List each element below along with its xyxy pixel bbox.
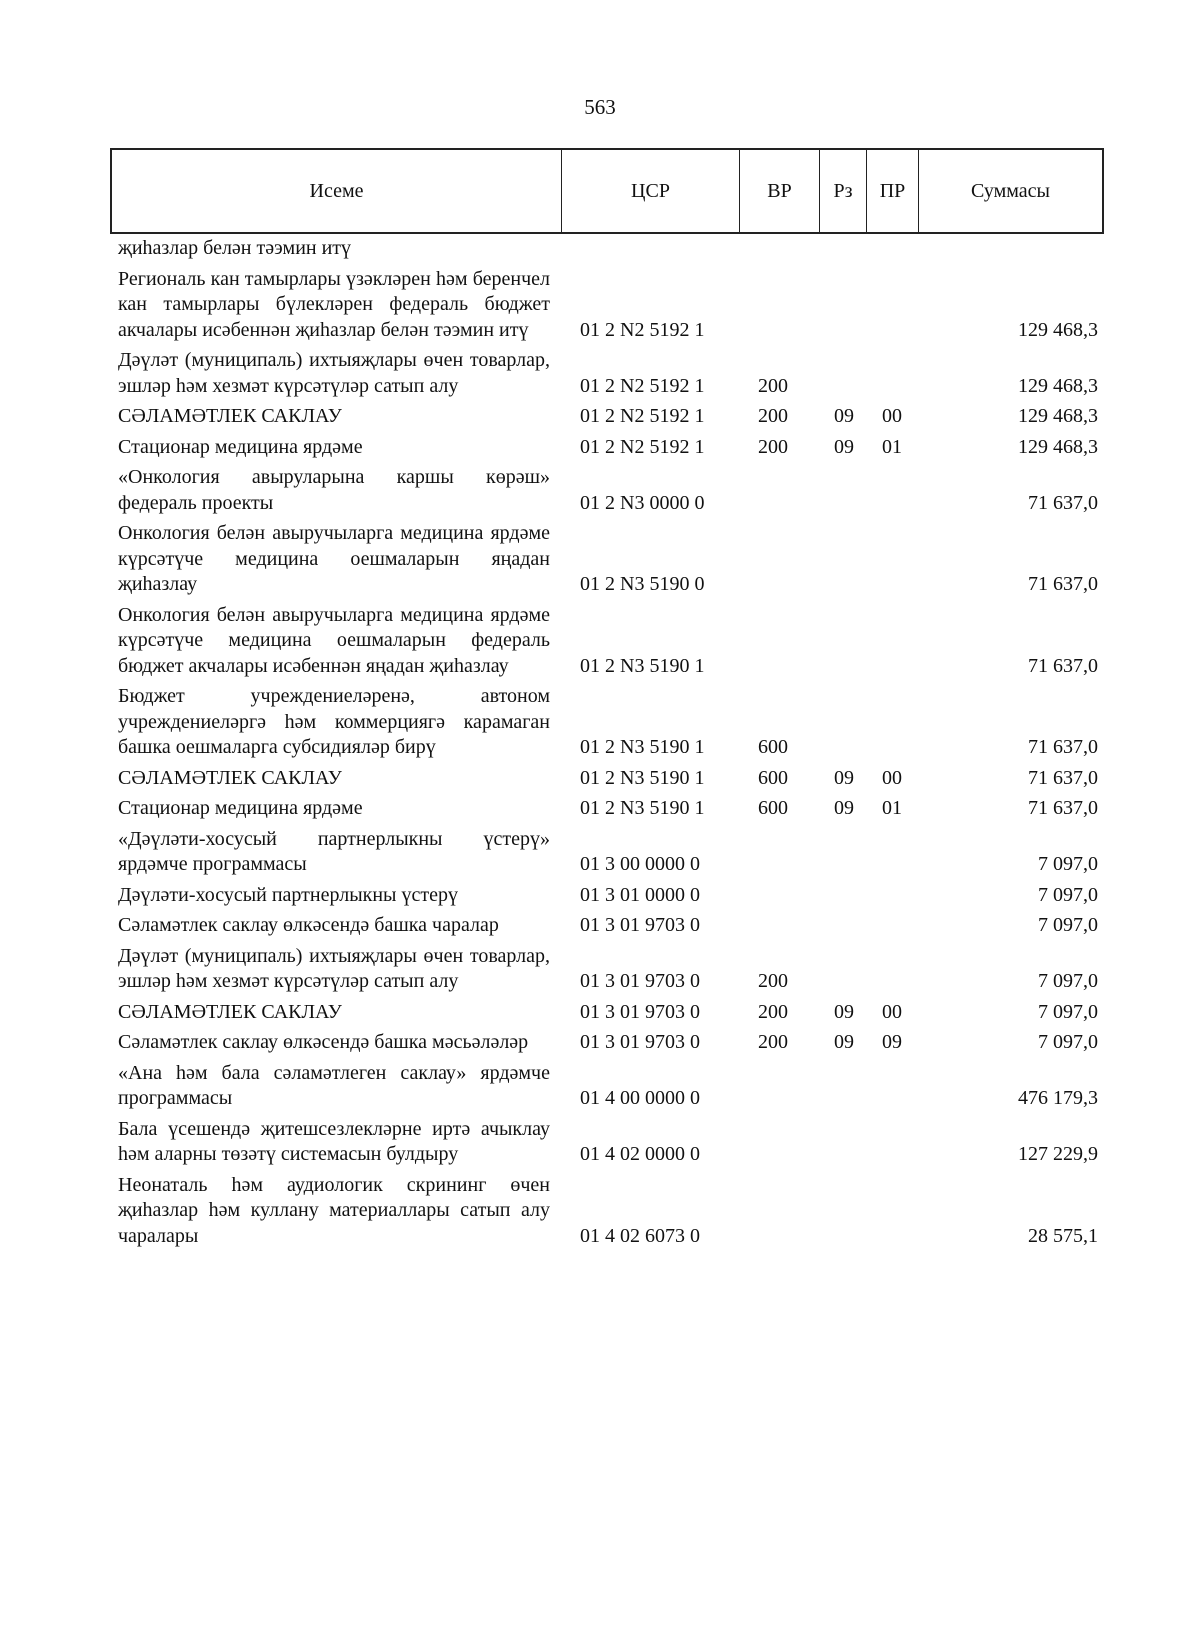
table-row <box>118 603 1098 680</box>
cell-sum: 129 468,3 <box>1018 405 1098 427</box>
table-row <box>118 1117 1098 1168</box>
cell-csr: 01 2 N2 5192 1 <box>580 405 705 427</box>
cell-pr: 01 <box>882 797 902 819</box>
cell-csr: 01 2 N3 5190 1 <box>580 736 705 758</box>
cell-csr: 01 2 N3 5190 1 <box>580 766 705 789</box>
cell-pr: 00 <box>882 405 902 427</box>
table-row <box>118 944 1098 995</box>
table-row <box>118 1030 1098 1056</box>
cell-name: Стационар медицина ярдәме <box>118 797 363 819</box>
cell-name: җиһазлар белән тәэмин итү <box>118 237 352 259</box>
cell-csr: 01 2 N3 5190 0 <box>580 573 705 595</box>
cell-sum: 71 637,0 <box>1028 491 1098 514</box>
cell-name: Стационар медицина ярдәме <box>118 435 363 458</box>
cell-sum: 127 229,9 <box>1018 1143 1098 1165</box>
table-row <box>118 521 1098 598</box>
cell-name: Дәүләт (муниципаль) ихтыяҗлары өчен товарлар, эшләр һәм хезмәт күрсәтүләр сатып алу <box>118 349 550 397</box>
cell-sum: 476 179,3 <box>1018 1087 1098 1109</box>
cell-csr: 01 4 02 6073 0 <box>580 1224 700 1247</box>
table-row <box>118 404 1098 430</box>
cell-rz: 09 <box>834 405 854 427</box>
cell-vr: 600 <box>758 797 788 819</box>
cell-vr: 200 <box>758 970 788 992</box>
cell-csr: 01 3 01 9703 0 <box>580 914 700 936</box>
cell-sum: 7 097,0 <box>1038 1000 1098 1023</box>
cell-name: Онкология белән авыручыларга медицина ярдәме күрсәтүче медицина оешмаларын федераль бюджет акчалары исәбеннән яңадан җиһазлау <box>118 603 550 677</box>
cell-sum: 7 097,0 <box>1038 970 1098 992</box>
header-pr: ПР <box>867 150 919 232</box>
cell-csr: 01 3 00 0000 0 <box>580 853 700 875</box>
cell-csr: 01 3 01 9703 0 <box>580 1000 700 1023</box>
cell-csr: 01 4 02 0000 0 <box>580 1143 700 1165</box>
page-number: 563 <box>584 95 616 119</box>
cell-vr: 600 <box>758 766 788 789</box>
cell-csr: 01 2 N2 5192 1 <box>580 374 705 397</box>
cell-sum: 129 468,3 <box>1018 318 1098 341</box>
cell-rz: 09 <box>834 1031 854 1053</box>
cell-sum: 129 468,3 <box>1018 435 1098 458</box>
cell-sum: 71 637,0 <box>1028 797 1098 819</box>
table-row <box>118 267 1098 344</box>
table-row <box>118 236 1098 262</box>
cell-sum: 7 097,0 <box>1038 914 1098 936</box>
cell-rz: 09 <box>834 797 854 819</box>
cell-name: Бюджет учреждениеләренә, автоном учреждениеләргә һәм коммерциягә карамаган башка оешмаларга субсидияләр бирү <box>118 685 550 758</box>
cell-name: Неонаталь һәм аудиологик скрининг өчен җиһазлар һәм куллану материаллары сатып алу чаралары <box>118 1173 550 1247</box>
cell-name: Дәүләт (муниципаль) ихтыяҗлары өчен товарлар, эшләр һәм хезмәт күрсәтүләр сатып алу <box>118 944 550 992</box>
cell-rz: 09 <box>834 1000 854 1023</box>
cell-name: Сәламәтлек саклау өлкәсендә башка чаралар <box>118 914 499 936</box>
cell-name: Дәүләти-хосусый партнерлыкны үстерү <box>118 883 458 906</box>
table-row <box>118 827 1098 878</box>
cell-csr: 01 2 N3 5190 1 <box>580 654 705 677</box>
cell-pr: 00 <box>882 766 902 789</box>
cell-csr: 01 3 01 0000 0 <box>580 883 700 906</box>
table-body <box>118 236 1098 1254</box>
cell-name: «Ана һәм бала сәламәтлеген саклау» ярдәмче программасы <box>118 1061 550 1109</box>
table-row <box>118 435 1098 461</box>
table-header <box>110 148 1104 234</box>
cell-csr: 01 3 01 9703 0 <box>580 970 700 992</box>
header-name: Исеме <box>112 150 562 232</box>
header-csr: ЦСР <box>562 150 740 232</box>
cell-sum: 7 097,0 <box>1038 1031 1098 1053</box>
table-row <box>118 465 1098 516</box>
header-vr: ВР <box>740 150 820 232</box>
cell-sum: 71 637,0 <box>1028 654 1098 677</box>
table-row <box>118 766 1098 792</box>
cell-name: «Онкология авыруларына каршы көрәш» федераль проекты <box>118 466 550 514</box>
cell-rz: 09 <box>834 766 854 789</box>
table-row <box>118 1173 1098 1250</box>
cell-pr: 09 <box>882 1031 902 1053</box>
cell-csr: 01 2 N3 5190 1 <box>580 797 705 819</box>
table-row <box>118 913 1098 939</box>
cell-sum: 28 575,1 <box>1028 1224 1098 1247</box>
cell-pr: 00 <box>882 1000 902 1023</box>
cell-csr: 01 2 N2 5192 1 <box>580 435 705 458</box>
cell-sum: 129 468,3 <box>1018 374 1098 397</box>
header-rz: Рз <box>820 150 867 232</box>
cell-vr: 600 <box>758 736 788 758</box>
cell-vr: 200 <box>758 1031 788 1053</box>
cell-pr: 01 <box>882 435 902 458</box>
cell-name: «Дәүләти-хосусый партнерлыкны үстерү» ярдәмче программасы <box>118 827 550 875</box>
table-row <box>118 348 1098 399</box>
cell-sum: 71 637,0 <box>1028 766 1098 789</box>
header-sum: Суммасы <box>971 179 1050 202</box>
cell-vr: 200 <box>758 1000 788 1023</box>
table-row <box>118 684 1098 761</box>
cell-name: Бала үсешендә җитешсезлекләрне иртә ачыклау һәм аларны төзәтү системасын булдыру <box>118 1117 550 1165</box>
cell-vr: 200 <box>758 374 788 397</box>
table-row <box>118 1061 1098 1112</box>
cell-name: Региональ кан тамырлары үзәкләрен һәм беренчел кан тамырлары бүлекләрен федераль бюджет акчалары исәбеннән җиһазлар белән тәэмин итү <box>118 267 550 341</box>
cell-csr: 01 3 01 9703 0 <box>580 1031 700 1053</box>
cell-csr: 01 2 N2 5192 1 <box>580 318 705 341</box>
cell-sum: 71 637,0 <box>1028 736 1098 758</box>
cell-vr: 200 <box>758 435 788 458</box>
cell-sum: 7 097,0 <box>1038 853 1098 875</box>
table-row <box>118 796 1098 822</box>
cell-csr: 01 4 00 0000 0 <box>580 1087 700 1109</box>
cell-rz: 09 <box>834 435 854 458</box>
cell-name: СӘЛАМӘТЛЕК САКЛАУ <box>118 1000 342 1023</box>
cell-name: СӘЛАМӘТЛЕК САКЛАУ <box>118 766 342 789</box>
table-row <box>118 1000 1098 1026</box>
cell-name: Онкология белән авыручыларга медицина ярдәме күрсәтүче медицина оешмаларын яңадан җиһазлау <box>118 522 550 595</box>
table-row <box>118 883 1098 909</box>
cell-vr: 200 <box>758 405 788 427</box>
cell-name: СӘЛАМӘТЛЕК САКЛАУ <box>118 405 342 427</box>
cell-sum: 71 637,0 <box>1028 573 1098 595</box>
cell-name: Сәламәтлек саклау өлкәсендә башка мәсьәләләр <box>118 1031 529 1053</box>
cell-sum: 7 097,0 <box>1038 883 1098 906</box>
cell-csr: 01 2 N3 0000 0 <box>580 491 705 514</box>
